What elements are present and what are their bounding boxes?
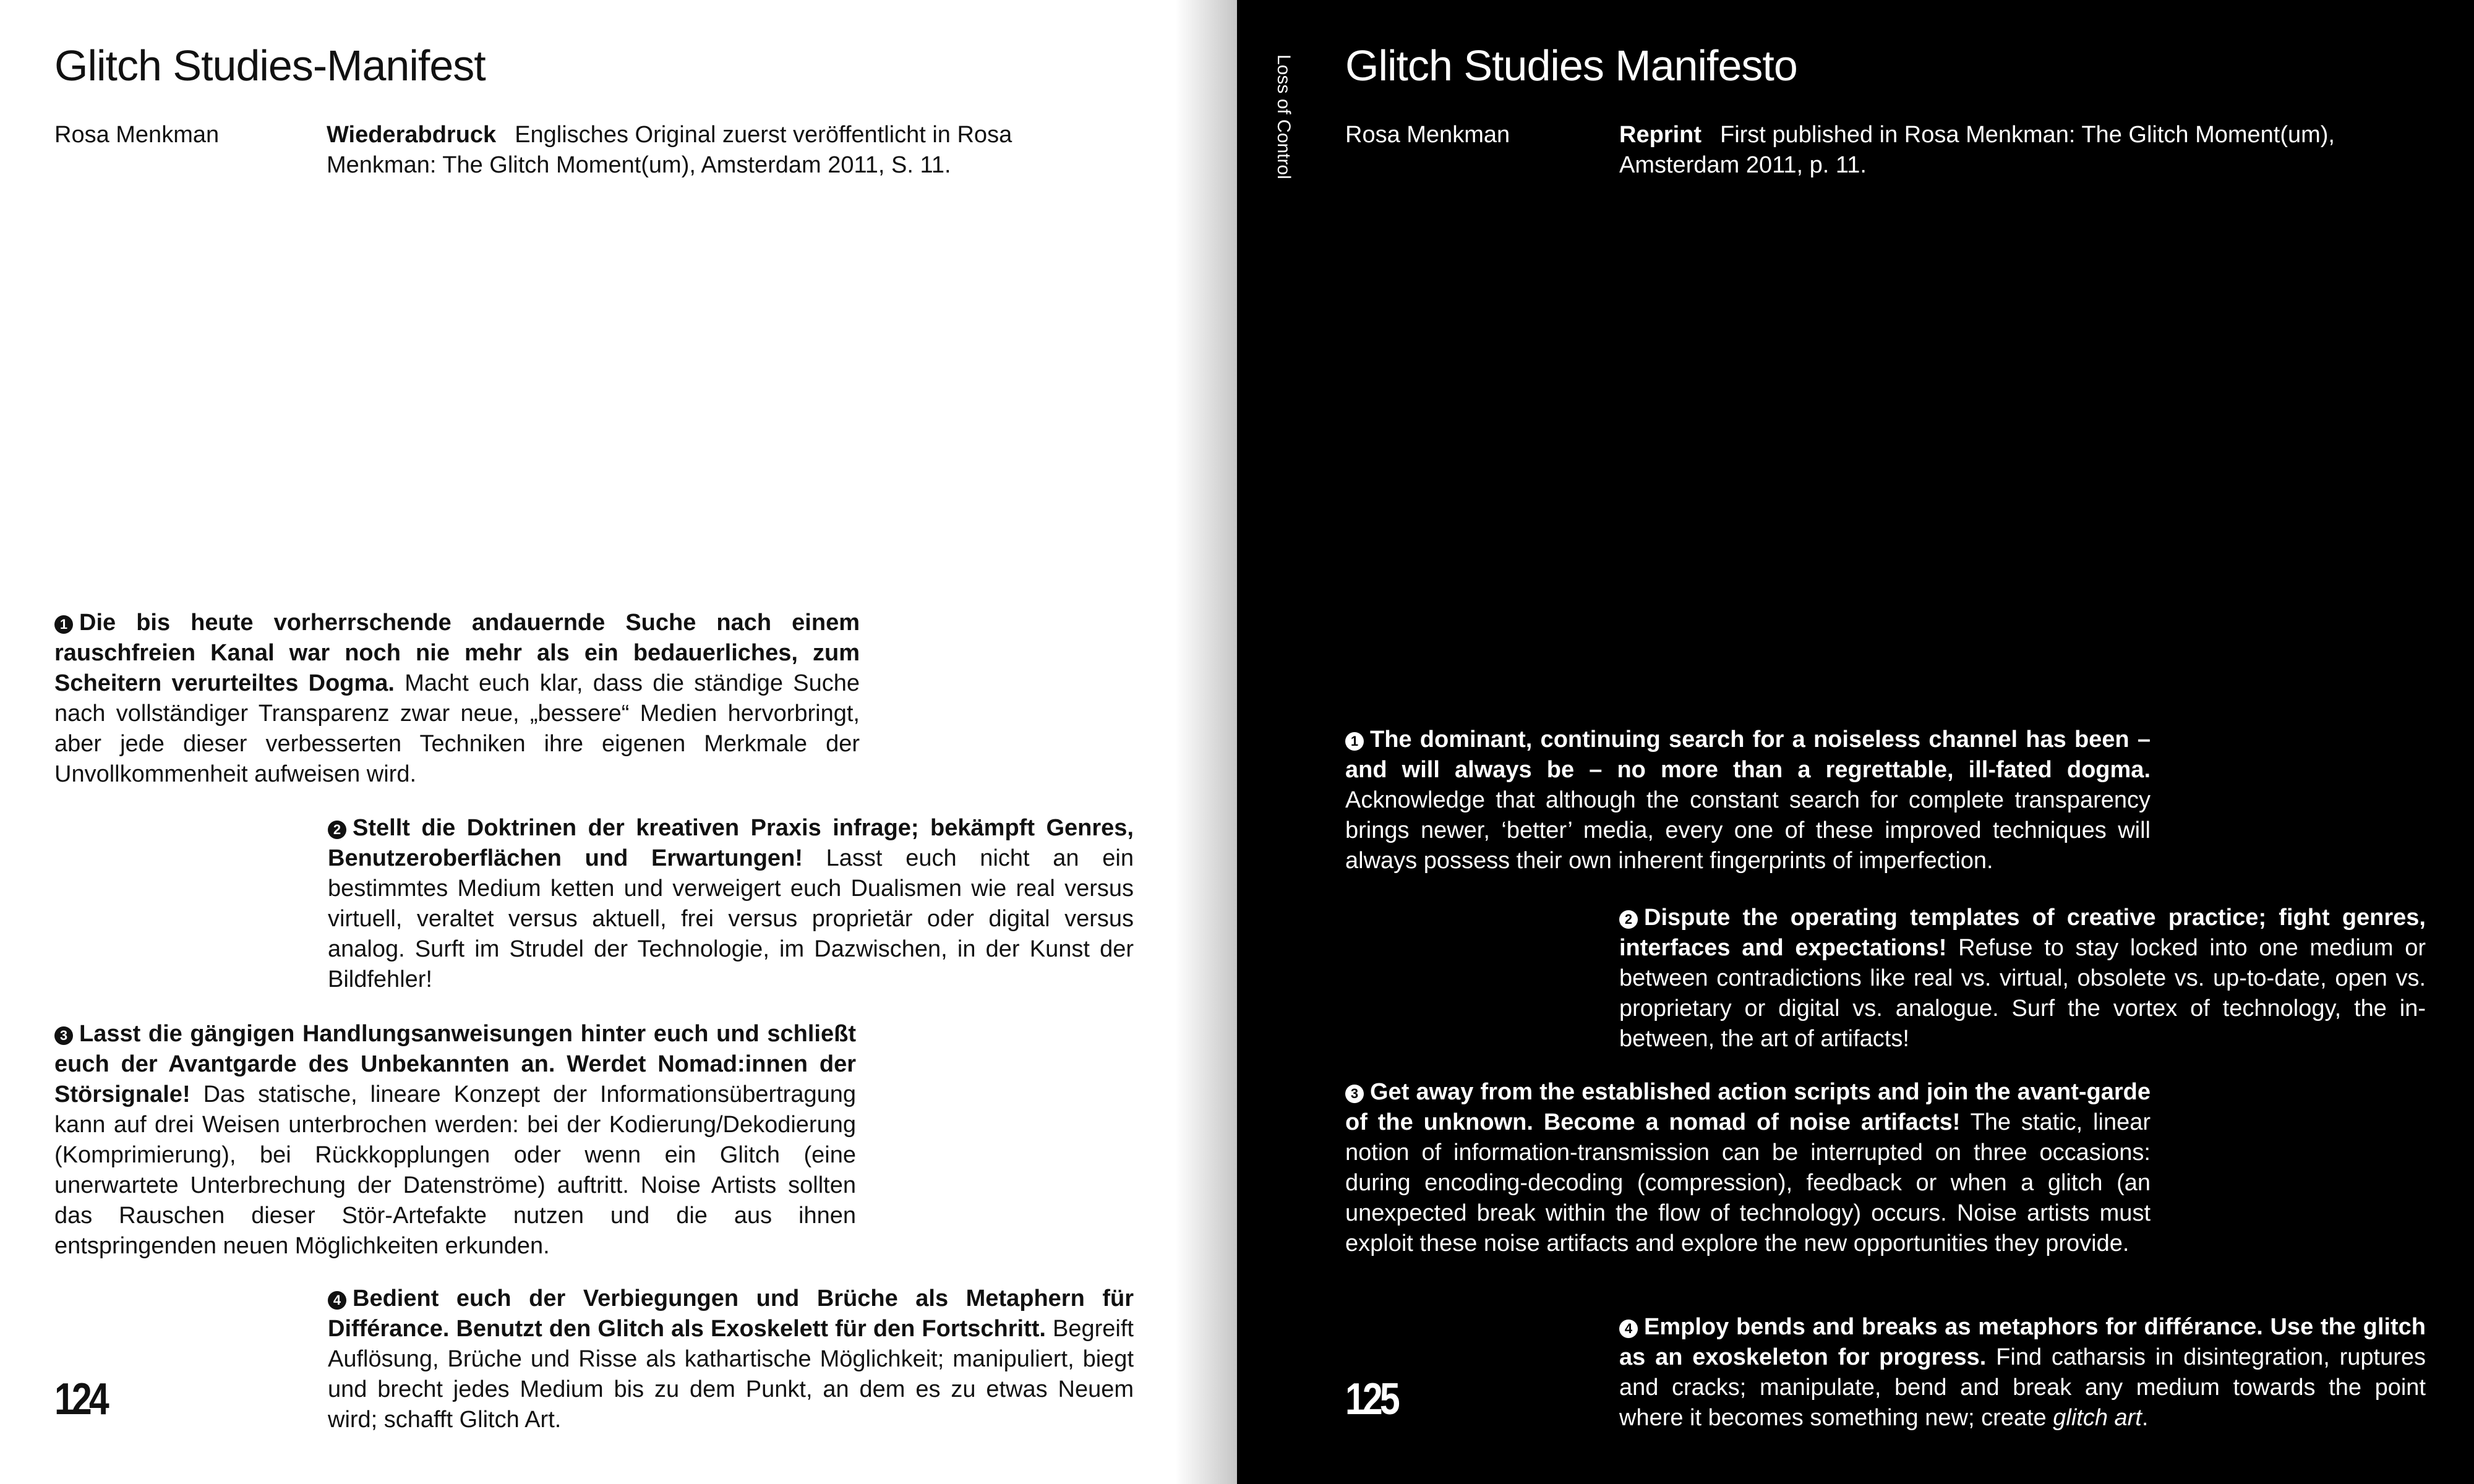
point-body: Refuse to stay locked into one medium or between contradictions like real vs. virtual, obsolete vs. up-to-date, open vs. proprietary or digital vs. analogue. Surf the vortex of technology, the in-between, the art of artifacts! [1619,935,2426,1052]
manifesto-point-2 [1619,903,2426,1054]
point-lead: Employ bends and breaks as metaphors for différance. Use the glitch as an exoskeleton for progress. [1619,1314,2426,1370]
point-body: Das statische, lineare Konzept der Informationsübertragung kann auf drei Weisen unterbrochen werden: bei der Kodierung/Dekodierung (Komprimierung), bei Rückkopplungen oder wenn ein Glitch (eine unerwartete Unterbrechung der Datenströme) auftritt. Noise Artists sollten das Rauschen dieser Stör-Artefakte nutzen und die aus ihnen entspringenden neuen Möglichkeiten erkunden. [54,1081,856,1259]
point-number-badge: 4 [328,1291,346,1310]
point-lead: Stellt die Doktrinen der kreativen Praxis infrage; bekämpft Genres, Benutzeroberflächen und Erwartungen! [328,815,1134,871]
point-number-badge: 3 [1345,1085,1364,1103]
credit-text: First published in Rosa Menkman: The Glitch Moment(um), Amsterdam 2011, p. 11. [1619,122,2335,178]
point-lead: The dominant, continuing search for a noiseless channel has been – and will always be – no more than a regrettable, ill-fated dogma. [1345,727,2151,783]
point-lead: Lasst die gängigen Handlungsanweisungen hinter euch und schließt euch der Avantgarde des Unbekannten an. Werdet Nomad:innen der Störsignale! [54,1021,856,1107]
point-emphasis: glitch art [2053,1405,2142,1431]
page-number: 125 [1345,1375,1397,1424]
point-body: The static, linear notion of information-transmission can be interrupted on three occasions: during encoding-decoding (compression), feedback or when a glitch (an unexpected break within the flow of technology) occurs. Noise artists must exploit these noise artifacts and explore the new opportunities they provide. [1345,1109,2151,1256]
point-body: Begreift Auflösung, Brüche und Risse als kathartische Möglichkeit; manipuliert, biegt und brecht jedes Medium bis zu dem Punkt, an dem es zu etwas Neuem wird; schafft Glitch Art. [328,1316,1134,1433]
right-page [1237,0,2474,1484]
page-title: Glitch Studies-Manifest [54,41,486,90]
manifesto-point-3 [1345,1077,2151,1259]
point-lead: Die bis heute vorherrschende andauernde Suche nach einem rauschfreien Kanal war noch nie mehr als ein bedauerliches, zum Scheitern verurteiltes Dogma. [54,610,860,696]
running-head: Loss of Control [1273,54,1294,179]
manifesto-point-4 [328,1284,1134,1435]
credit-label: Wiederabdruck [327,122,497,148]
point-lead: Get away from the established action scripts and join the avant-garde of the unknown. Become a nomad of noise artifacts! [1345,1079,2151,1135]
credit-label: Reprint [1619,122,1701,148]
point-body: Find catharsis in disintegration, ruptures and cracks; manipulate, bend and break any medium towards the point where it becomes something new; create [1619,1344,2426,1431]
reprint-credit [1619,120,2411,181]
point-number-badge: 4 [1619,1320,1638,1338]
manifesto-point-4 [1619,1312,2426,1433]
point-body: Macht euch klar, dass die ständige Suche nach vollständiger Transparenz zwar neue, „bessere“ Medien hervorbringt, aber jede dieser verbesserten Techniken ihre eigenen Merkmale der Unvollkommenheit aufweisen wird. [54,670,860,787]
point-number-badge: 1 [1345,732,1364,751]
point-number-badge: 3 [54,1026,73,1045]
manifesto-point-1 [1345,725,2151,876]
page-number: 124 [54,1375,106,1424]
spine-shadow [1175,0,1237,1484]
page-title: Glitch Studies Manifesto [1345,41,1797,90]
point-number-badge: 2 [1619,910,1638,929]
point-number-badge: 1 [54,615,73,634]
credit-text: Englisches Original zuerst veröffentlicht in Rosa Menkman: The Glitch Moment(um), Amsterdam 2011, S. 11. [327,122,1012,178]
author-name: Rosa Menkman [54,122,220,148]
point-tail: . [2141,1405,2149,1431]
manifesto-point-3 [54,1019,856,1261]
manifesto-point-2 [328,813,1134,995]
point-body: Acknowledge that although the constant search for complete transparency brings newer, ‘better’ media, every one of these improved techniques will always possess their own inherent fingerprints of imperfection. [1345,787,2151,874]
reprint-credit [327,120,1032,181]
point-lead: Bedient euch der Verbiegungen und Brüche als Metaphern für Différance. Benutzt den Glitch als Exoskelett für den Fortschritt. [328,1286,1134,1342]
manifesto-point-1 [54,608,860,790]
point-lead: Dispute the operating templates of creative practice; fight genres, interfaces and expectations! [1619,905,2426,961]
point-body: Lasst euch nicht an ein bestimmtes Medium ketten und verweigert euch Dualismen wie real versus virtuell, veraltet versus aktuell, frei versus proprietär oder digital versus analog. Surft im Strudel der Technologie, im Dazwischen, in der Kunst der Bildfehler! [328,845,1134,992]
point-number-badge: 2 [328,821,346,839]
author-name: Rosa Menkman [1345,122,1510,148]
